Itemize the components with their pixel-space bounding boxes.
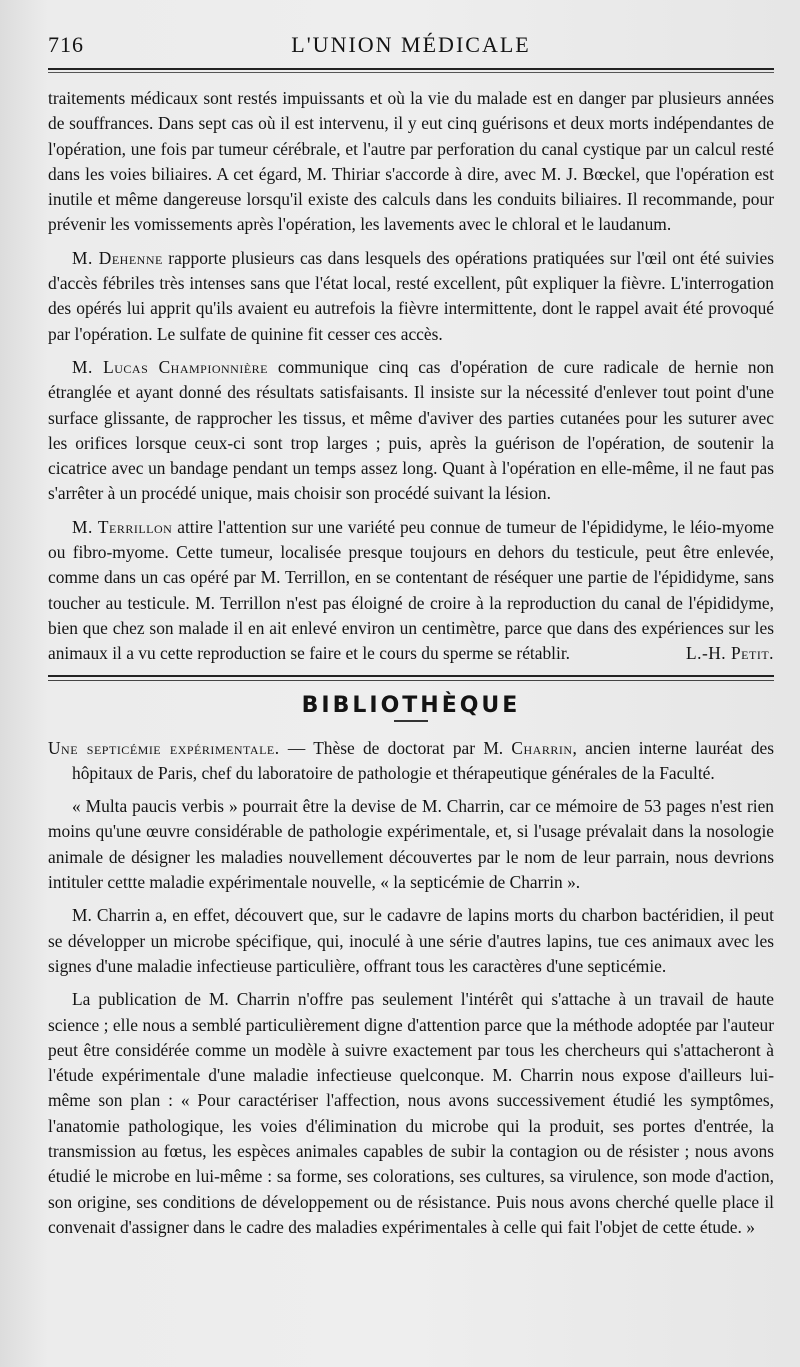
header-rule-thin — [48, 72, 774, 73]
page-header — [48, 28, 774, 64]
paragraph-text: communique cinq cas d'opération de cure radicale de hernie non étranglée et ayant donné des résultats satisfaisants. Il insiste sur la nécessité d'enlever tout point d'une surface glissante, de rapprocher les tissus, et même d'aviver des parties cutanées pour les suturer avec les orifices lorsque ceux-ci sont trop larges ; puis, après la guérison de l'opération, de soutenir la cicatrice avec un bandage pendant un temps assez long. Quant à l'opération en elle-même, il ne faut pas s'arrêter à un procédé unique, mais choisir son procédé suivant la lésion. — [48, 356, 774, 504]
page-content — [48, 86, 774, 1240]
speaker-name: M. Dehenne — [72, 247, 163, 268]
heading-underline — [394, 720, 428, 722]
paragraph-text: attire l'attention sur une variété peu connue de tumeur de l'épididyme, le léio-myome ou fibro-myome. Cette tumeur, localisée presque toujours en dehors du testicule, peut être enlevée, comme dans un cas opéré par M. Terrillon, en se contentant de réséquer une partie de l'épididyme, sans toucher au testicule. M. Terrillon n'est pas éloigné de croire à la reproduction du canal de l'épididyme, bien que chez son malade il en ait enlevé environ un centimètre, parce que dans des expériences sur les animaux il a vu cette reproduction se faire et le cours du sperme se rétablir. — [48, 516, 775, 664]
header-rule — [48, 68, 774, 70]
running-title: L'UNION MÉDICALE — [291, 32, 531, 57]
section-rule-thin — [48, 680, 774, 681]
review-paragraph: La publication de M. Charrin n'offre pas seulement l'intérêt qui s'attache à un travail de haute science ; elle nous a semblé particulièrement digne d'attention parce que la méthode adoptée par l'auteur peut être considérée comme un modèle à suivre exactement par tous les chercheurs qui s'attacheront à l'étude expérimentale d'une maladie infectieuse quelconque. M. Charrin nous expose d'ailleurs lui-même son plan : « Pour caractériser l'affection, nous avons successivement étudié les symptômes, l'anatomie pathologique, les voies d'élimination du microbe qui la produit, ses portes d'entrée, la transmission au fœtus, les espèces animales capables de subir la contagion ou de résister ; nous avons étudié le microbe en lui-même : sa forme, ses colorations, ses cultures, sa virulence, son mode d'action, son origine, ses conditions de développement ou de résistance. Puis nous avons cherché quelle place il convenait d'assigner dans le cadre des maladies expérimentales à celle qui fait l'objet de cette étude. » — [48, 989, 774, 1237]
speaker-name: M. Terrillon — [72, 516, 173, 537]
paragraph-text: rapporte plusieurs cas dans lesquels des opérations pratiquées sur l'œil ont été suivies d'accès fébriles très intenses sans que l'état local, resté excellent, pût expliquer la fièvre. L'interrogation des opérés lui apprit qu'ils avaient eu autrefois la fièvre intermittente, dont le rappel avait été provoqué par l'opération. Le sulfate de quinine fit cesser ces accès. — [48, 247, 774, 344]
section-rule — [48, 675, 774, 677]
review-paragraph: M. Charrin a, en effet, découvert que, sur le cadavre de lapins morts du charbon bactéridien, il peut se développer un microbe spécifique, qui, inoculé à une série d'autres lapins, tue ces animaux avec les signes d'une maladie infectieuse particulière, offrant tous les caractères d'une septicémie. — [48, 905, 774, 976]
page-number: 716 — [48, 32, 84, 57]
review-title — [48, 736, 774, 787]
review-author: Charrin — [511, 737, 573, 758]
review-paragraph: « Multa paucis verbis » pourrait être la devise de M. Charrin, car ce mémoire de 53 pages n'est rien moins qu'une œuvre considérable de pathologie expérimentale, et, si l'usage prévalait dans la nosologie animale de désigner les maladies nouvellement découvertes par le nom de leur parrain, nous devrions intituler cettte maladie expérimentale nouvelle, « la septicémie de Charrin ». — [48, 796, 774, 893]
paragraph-continuation: traitements médicaux sont restés impuissants et où la vie du malade est en danger par plusieurs années de souffrances. Dans sept cas où il est intervenu, il y eut cinq guérisons et deux morts indépendantes de l'opération, une fois par tumeur cérébrale, et l'autre par perforation du canal cystique par un calcul resté dans les voies biliaires. A cet égard, M. Thiriar s'accorde à dire, avec M. J. Bœckel, que l'opération est inutile et même dangereuse lorsqu'il existe des calculs dans les conduits biliaires. Il recommande, pour prévenir les vomissements après l'opération, les lavements avec le chloral et le laudanum. — [48, 88, 774, 235]
paragraph-terrillon — [48, 515, 774, 667]
section-heading: BIBLIOTHÈQUE — [301, 692, 521, 718]
paragraph-dehenne — [48, 246, 774, 347]
paragraph-championniere — [48, 355, 774, 507]
review-title-end: , ancien interne lauréat des hôpitaux de Paris, chef du laboratoire de pathologie et thérapeutique générales de la Faculté. — [72, 737, 775, 783]
review-title-text: — Thèse de doctorat par M. — [279, 737, 512, 758]
author-signature: L.-H. Petit. — [685, 643, 774, 664]
speaker-name: M. Lucas Championnière — [72, 356, 269, 377]
review-title-caps: Une septicémie expérimentale. — [48, 737, 280, 758]
